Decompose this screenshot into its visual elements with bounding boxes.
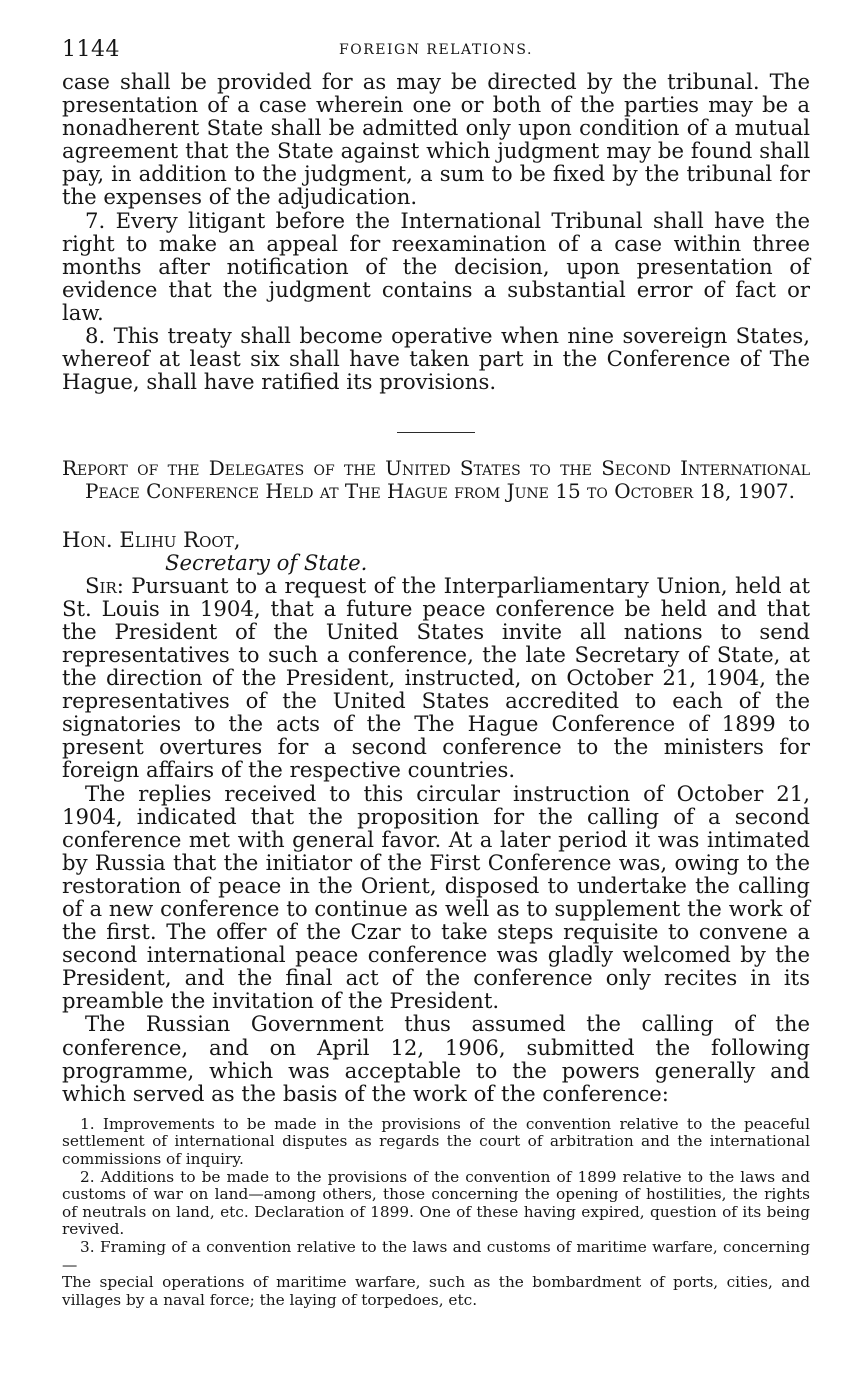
paragraph-continued: case shall be provided for as may be directed by the tribunal. The presentation of a case wherein one or both of the parties may be a nonadherent State shall be admitted only upon condition of a mutual agreement that the State against which judgment may be found shall pay, in addition to the judgment, a sum to be fixed by the tribunal for the expenses of the adjudication. xyxy=(62,69,810,210)
paragraph-article-7: 7. Every litigant before the International Tribunal shall have the right to make an appeal for reexamination of a case within three months after notification of the decision, upon presentation of evidence that the judgment contains a substantial error of fact or law. xyxy=(62,207,810,325)
programme-item-1: 1. Improvements to be made in the provisions of the convention relative to the peaceful settlement of international disputes as regards the court of arbitration and the international commissions of inquiry. xyxy=(62,1114,810,1169)
paragraph-article-8: 8. This treaty shall become operative when nine sovereign States, whereof at least six shall have taken part in the Conference of The Hague, shall have ratified its provisions. xyxy=(62,323,810,395)
letter-paragraph-3: The Russian Government thus assumed the calling of the conference, and on April 12, 1906, submitted the following programme, which was acceptable to the powers generally and which served as the basis of the work of the conference: xyxy=(62,1011,810,1106)
salutation-sir: Sir xyxy=(85,572,117,598)
salutation xyxy=(62,528,810,574)
programme-list xyxy=(62,1116,810,1310)
programme-item-3: 3. Framing of a convention relative to the laws and customs of maritime warfare, concerning— xyxy=(62,1238,810,1274)
programme-item-3-detail: The special operations of maritime warfare, such as the bombardment of ports, cities, and villages by a naval force; the laying of torpedoes, etc. xyxy=(62,1273,810,1309)
page-header xyxy=(62,30,810,70)
document-page xyxy=(62,30,810,1309)
letter-paragraph-2: The replies received to this circular instruction of October 21, 1904, indicated that the proposition for the calling of a second conference met with general favor. At a later period it was intimated by Russia that the initiator of the First Conference was, owing to the restoration of peace in the Orient, disposed to undertake the calling of a new conference to continue as well as to supplement the work of the first. The offer of the Czar to take steps requisite to convene a second international peace conference was gladly welcomed by the President, and the final act of the conference only recites in its preamble the invitation of the President. xyxy=(62,780,810,1014)
section-divider xyxy=(397,432,475,433)
addressee-title: Secretary of State. xyxy=(165,549,368,575)
report-title: Report of the Delegates of the United States to the Second International Peace Conference Held at The Hague from June 15 to October 18, 1907. xyxy=(62,456,810,504)
programme-item-2: 2. Additions to be made to the provisions of the convention of 1899 relative to the laws and customs of war on land—among others, those concerning the opening of hostilities, the rights of neutrals on land, etc. Declaration of 1899. One of these having expired, question of its being revived. xyxy=(62,1167,810,1239)
page-number: 1144 xyxy=(62,37,120,62)
addressee-name: Hon. Elihu Root, xyxy=(62,526,241,552)
letter-paragraph-1-text: : Pursuant to a request of the Interparliamentary Union, held at St. Louis in 1904, that a future peace conference be held and that the President of the United States invite all nations to send representatives to such a conference, the late Secretary of State, at the direction of the President, instructed, on October 21, 1904, the representatives of the United States accredited to each of the signatories to the acts of the The Hague Conference of 1899 to present overtures for a second conference to the ministers for foreign affairs of the respective countries. xyxy=(62,572,810,783)
running-head: FOREIGN RELATIONS. xyxy=(339,42,533,58)
letter-paragraph-1 xyxy=(62,574,810,782)
